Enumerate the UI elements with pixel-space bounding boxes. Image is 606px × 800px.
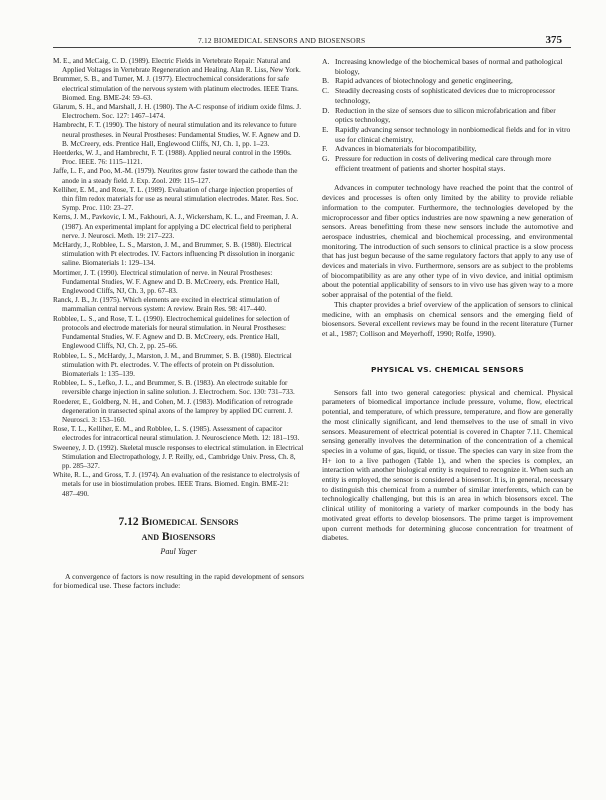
- section-title-line-1: 7.12 Biomedical Sensors: [118, 515, 239, 528]
- reference-item: White, R. L., and Gross, T. J. (1974). An evaluation of the resistance to electrolysis of metals for use in biostimulation probes. IEEE Trans. Biomed. Engin. BME-21: 487–490.: [53, 471, 300, 498]
- reference-item: Mortimer, J. T. (1990). Electrical stimulation of nerve. in Neural Prostheses: Fundamental Studies, W. F. Agnew and D. B. McCreery, eds. Prentice Hall, Englewood Cliffs, NJ, Ch. 3, pp. 67–83.: [53, 268, 280, 296]
- factor-text: Steadily decreasing costs of sophisticated devices due to microprocessor technology,: [335, 86, 556, 105]
- factor-letter: B.: [322, 76, 329, 86]
- section-author: Paul Yager: [160, 546, 197, 556]
- page-number: 375: [545, 34, 562, 46]
- reference-item: Glarum, S. H., and Marshall, J. H. (1980). The A-C response of iridium oxide films. J. Electrochem. Soc. 127: 1467–1474.: [53, 103, 302, 121]
- reference-item: Hambrecht, F. T. (1990). The history of neural stimulation and its relevance to future neural prostheses. in Neural Prostheses: Fundamental Studies, W. F. Agnew and D. B. McCreery, eds. Prentice Hall, Englewood Cliffs, NJ, Ch. 1, pp. 1–23.: [53, 121, 301, 148]
- section-title-line-2: and Biosensors: [141, 530, 216, 543]
- section-intro-paragraph: A convergence of factors is now resulting in the rapid development of sensors for biomedical use. These factors include:: [53, 571, 304, 591]
- reference-item: Brummer, S. B., and Turner, M. J. (1977). Electrochemical considerations for safe electrical stimulation of the nervous system with platinum electrodes. IEEE Trans. Biomed. Eng. BME-24: 59–63.: [53, 75, 299, 102]
- factor-letter: F.: [322, 144, 328, 154]
- reference-list: [53, 57, 304, 499]
- reference-item: Heetderks, W. J., and Hambrecht, F. T. (1988). Applied neural control in the 1990s. Proc. IEEE. 76: 1115–1121.: [53, 149, 292, 167]
- reference-item: Kerns, J. M., Pavkovic, I. M., Fakhouri, A. J., Wickersham, K. L., and Freeman, J. A. (1987). An experimental implant for applying a DC electrical field to peripheral nerve. J. Neurosci. Meth. 19: 217–223.: [53, 213, 299, 240]
- body-paragraph: Advances in computer technology have reached the point that the control of devices and processes is often only limited by the ability to provide reliable information to the computer. Furthermore, the technologies developed by the microprocessor and fiber optics industries are now spawning a new generation of sensors. Areas benefitting from these new sensors include the automotive and aerospace industries, chemical and biochemical processing, and environmental monitoring. The introduction of such sensors to clinical practice is a slow process that has just begun because of the same regulatory factors that apply to any use of devices and materials in vivo. Furthermore, sensors are as subject to the problems of biocompatibility as are any other type of in vivo device, and initial optimism about the potential applicability of sensors to in vivo use has given way to a more sober appraisal of the potential of the field.: [322, 183, 573, 300]
- body-paragraph: This chapter provides a brief overview of the application of sensors to clinical medicine, with an emphasis on chemical sensors and the emerging field of biosensors. Several excellent reviews may be found in the recent literature (Turner et al., 1987; Collison and Meyerhoff, 1990; Rolfe, 1990).: [322, 299, 573, 338]
- factor-item: [322, 144, 573, 154]
- factor-text: Increasing knowledge of the biochemical bases of normal and pathological biology,: [335, 57, 563, 76]
- reference-item: McHardy, J., Robblee, L. S., Marston, J. M., and Brummer, S. B. (1980). Electrical stimulation with Pt electrodes. IV. Factors influencing Pt dissolution in inorganic saline. Biomaterials 1: 129–134.: [53, 241, 295, 268]
- section-heading: [53, 515, 304, 545]
- factor-item: [322, 76, 573, 86]
- factor-text: Advances in biomaterials for biocompatibility,: [335, 144, 477, 154]
- factor-item: [322, 106, 573, 125]
- factor-text: Rapidly advancing sensor technology in nonbiomedical fields and for in vitro use for clinical chemistry,: [335, 124, 571, 144]
- reference-item: Rose, T. L., Kelliher, E. M., and Robblee, L. S. (1985). Assessment of capacitor electrodes for intracortical neural stimulation. J. Neuroscience Meth. 12: 181–193.: [53, 425, 300, 443]
- factor-item: [322, 154, 573, 173]
- reference-item: Robblee, L. S., and Rose, T. L. (1990). Electrochemical guidelines for selection of protocols and electrode materials for neural stimulation. in Neural Prostheses: Fundamental Studies, W. F. Agnew and D. B. McCreery, eds. Prentice Hall, Englewood Cliffs, NJ, Ch. 2, pp. 25–66.: [53, 314, 290, 351]
- reference-item: Robblee, L. S., Lefko, J. L., and Brummer, S. B. (1983). An electrode suitable for reversible charge injection in saline solution. J. Electrochem. Soc. 130: 731–733.: [53, 379, 295, 397]
- left-column: [53, 57, 304, 591]
- reference-item: Kelliher, E. M., and Rose, T. L. (1989). Evaluation of charge injection properties of thin film redox materials for use as neural stimulation electrodes. Mater. Res. Soc. Symp. Proc. 110: 23–27.: [53, 185, 299, 213]
- running-header: [0, 34, 606, 48]
- reference-item: Robblee, L. S., McHardy, J., Marston, J. M., and Brummer, S. B. (1980). Electrical stimulation with Pt. electrodes. V. The effects of protein on Pt dissolution. Biomaterials 1: 135–139.: [53, 351, 292, 378]
- factor-item: [322, 57, 573, 76]
- factor-letter: E.: [322, 124, 329, 134]
- reference-item: Sweeney, J. D. (1992). Skeletal muscle responses to electrical stimulation. in Electrical Stimulation and Electropathology, J. P. Reilly, ed., Cambridge Univ. Press, Ch. 8, pp. 285–327.: [53, 443, 304, 470]
- factor-item: [322, 86, 573, 105]
- factor-list: [322, 57, 573, 173]
- factor-letter: G.: [322, 154, 330, 164]
- factor-item: [322, 125, 573, 144]
- reference-item: Jaffe, L. F., and Poo, M.-M. (1979). Neurites grow faster toward the cathode than the anode in a steady field. J. Exp. Zool. 209: 115–127.: [53, 167, 298, 185]
- right-column: [322, 57, 573, 543]
- subsection-heading: PHYSICAL VS. CHEMICAL SENSORS: [371, 364, 524, 374]
- reference-item: Roederer, E., Goldberg, N. H., and Cohen, M. J. (1983). Modification of retrograde degeneration in transected spinal axons of the lamprey by applied DC current. J. Neurosci. 3: 153–160.: [53, 397, 293, 424]
- factor-text: Reduction in the size of sensors due to silicon microfabrication and fiber optics technology,: [335, 105, 556, 125]
- factor-letter: D.: [322, 105, 330, 115]
- factor-letter: A.: [322, 57, 330, 66]
- factor-letter: C.: [322, 86, 329, 96]
- header-rule: [53, 47, 571, 48]
- reference-item: M. E., and McCaig, C. D. (1989). Electric Fields in Vertebrate Repair: Natural and Applied Voltages in Vertebrate Regeneration and Healing. Alan R. Liss, New York.: [53, 57, 301, 75]
- factor-text: Rapid advances of biotechnology and genetic engineering,: [335, 76, 513, 86]
- factor-text: Pressure for reduction in costs of delivering medical care through more efficient treatment of patients and shorter hospital stays.: [335, 154, 552, 173]
- running-title: 7.12 BIOMEDICAL SENSORS AND BIOSENSORS: [198, 36, 366, 45]
- subsection-paragraph: Sensors fall into two general categories: physical and chemical. Physical parameters of biomedical importance include pressure, volume, flow, electrical potential, and temperature, of which pressure, temperature, and flow are generally the most clinically significant, and lend themselves to the use of small in vivo sensors. Measurement of electrical potential is covered in Chapter 7.11. Chemical sensing generally involves the determination of the concentration of a chemical species in a volume of gas, liquid, or tissue. The species can vary in size from the H+ ion to a live pathogen (Table 1), and when the species is complex, an interaction with another biological entity is required to recognize it. When such an entity is employed, the sensor is considered a biosensor. It is, in general, necessary to distinguish this chemical from a number of similar interferents, which can be technologically challenging, but this is an area in which biosensors excel. The clinical utility of monitoring a variety of marker compounds in the body has motivated great efforts to develop biosensors. The prime target is improvement upon current methods for determining glucose concentration for treatment of diabetes.: [322, 387, 573, 543]
- reference-item: Ranck, J. B., Jr. (1975). Which elements are excited in electrical stimulation of mammalian central nervous system: A review. Brain Res. 98: 417–440.: [53, 296, 280, 314]
